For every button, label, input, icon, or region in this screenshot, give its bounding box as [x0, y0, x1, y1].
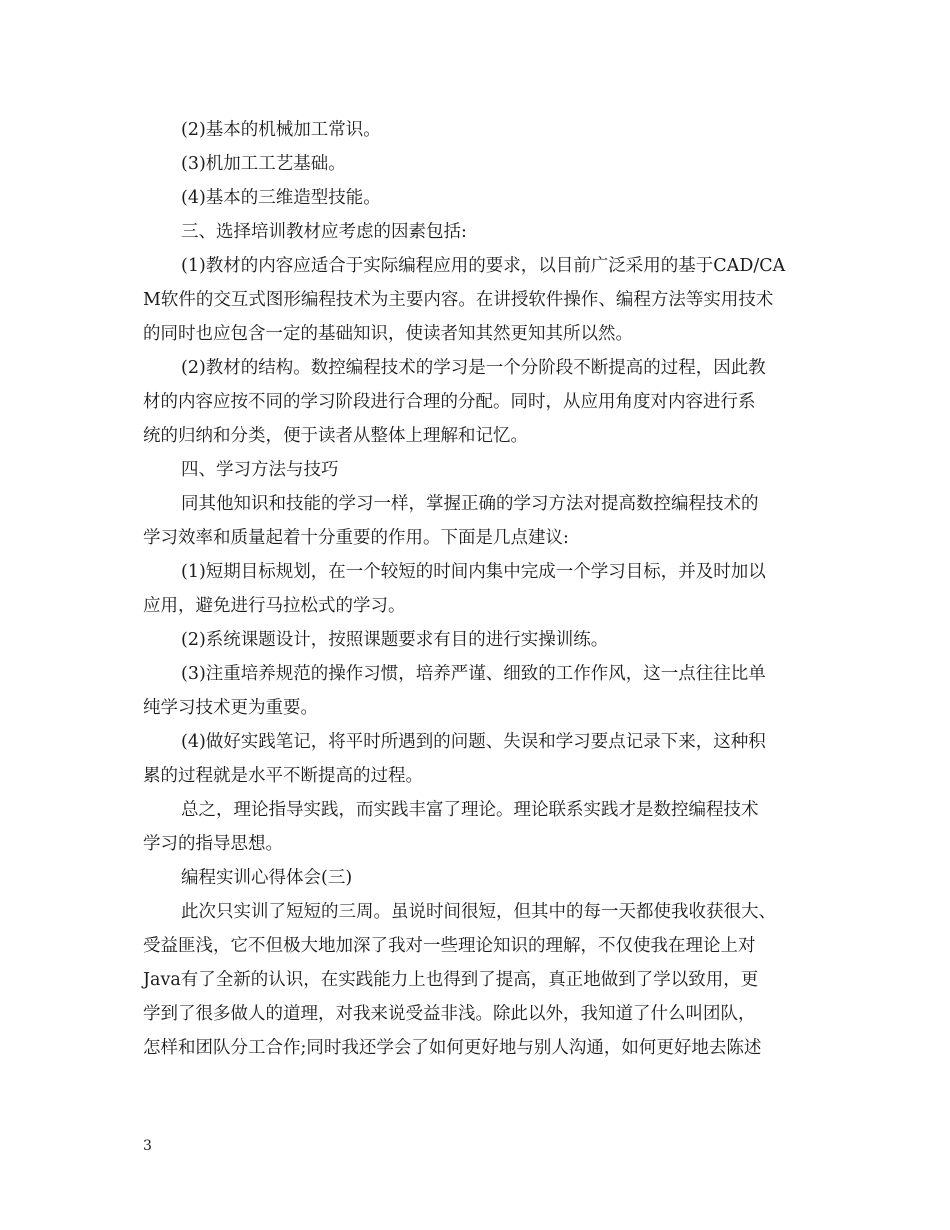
- text-line: 的同时也应包含一定的基础知识，使读者知其然更知其所以然。: [143, 324, 633, 344]
- text-line: (3)机加工工艺基础。: [181, 154, 346, 174]
- section-heading: 编程实训心得体会(三): [181, 868, 353, 888]
- section-heading: 三、选择培训教材应考虑的因素包括:: [181, 222, 467, 242]
- text-line: 总之，理论指导实践，而实践丰富了理论。理论联系实践才是数控编程技术: [181, 800, 759, 820]
- text-line: 统的归纳和分类，便于读者从整体上理解和记忆。: [143, 426, 528, 446]
- text-line: (1)短期目标规划，在一个较短的时间内集中完成一个学习目标，并及时加以: [181, 562, 766, 582]
- text-line: 材的内容应按不同的学习阶段进行合理的分配。同时，从应用角度对内容进行系: [143, 392, 756, 412]
- section-heading: 四、学习方法与技巧: [181, 460, 339, 480]
- text-line: 累的过程就是水平不断提高的过程。: [143, 766, 423, 786]
- text-line: (1)教材的内容应适合于实际编程应用的要求，以目前广泛采用的基于CAD/CA: [181, 256, 786, 276]
- text-line: 学到了很多做人的道理，对我来说受益非浅。除此以外，我知道了什么叫团队，: [143, 1004, 756, 1024]
- text-line: 学习的指导思想。: [143, 834, 283, 854]
- text-line: 同其他知识和技能的学习一样，掌握正确的学习方法对提高数控编程技术的: [181, 494, 759, 514]
- text-line: 学习效率和质量起着十分重要的作用。下面是几点建议:: [143, 528, 569, 548]
- text-line: (3)注重培养规范的操作习惯，培养严谨、细致的工作作风，这一点往往比单: [181, 664, 766, 684]
- text-line: (4)基本的三维造型技能。: [181, 188, 381, 208]
- text-line: (4)做好实践笔记，将平时所遇到的问题、失误和学习要点记录下来，这种积: [181, 732, 766, 752]
- text-line: 受益匪浅，它不但极大地加深了我对一些理论知识的理解，不仅使我在理论上对: [143, 936, 756, 956]
- text-line: Java有了全新的认识，在实践能力上也得到了提高，真正地做到了学以致用，更: [143, 970, 759, 990]
- text-line: 应用，避免进行马拉松式的学习。: [143, 596, 406, 616]
- text-line: 纯学习技术更为重要。: [143, 698, 318, 718]
- text-line: M软件的交互式图形编程技术为主要内容。在讲授软件操作、编程方法等实用技术: [143, 290, 774, 310]
- text-line: 此次只实训了短短的三周。虽说时间很短，但其中的每一天都使我收获很大、: [181, 902, 776, 922]
- text-line: (2)系统课题设计，按照课题要求有目的进行实操训练。: [181, 630, 609, 650]
- page-number: 3: [143, 1138, 152, 1154]
- text-line: (2)教材的结构。数控编程技术的学习是一个分阶段不断提高的过程，因此教: [181, 358, 766, 378]
- text-line: 怎样和团队分工合作;同时我还学会了如何更好地与别人沟通，如何更好地去陈述: [143, 1038, 762, 1058]
- text-line: (2)基本的机械加工常识。: [181, 120, 381, 140]
